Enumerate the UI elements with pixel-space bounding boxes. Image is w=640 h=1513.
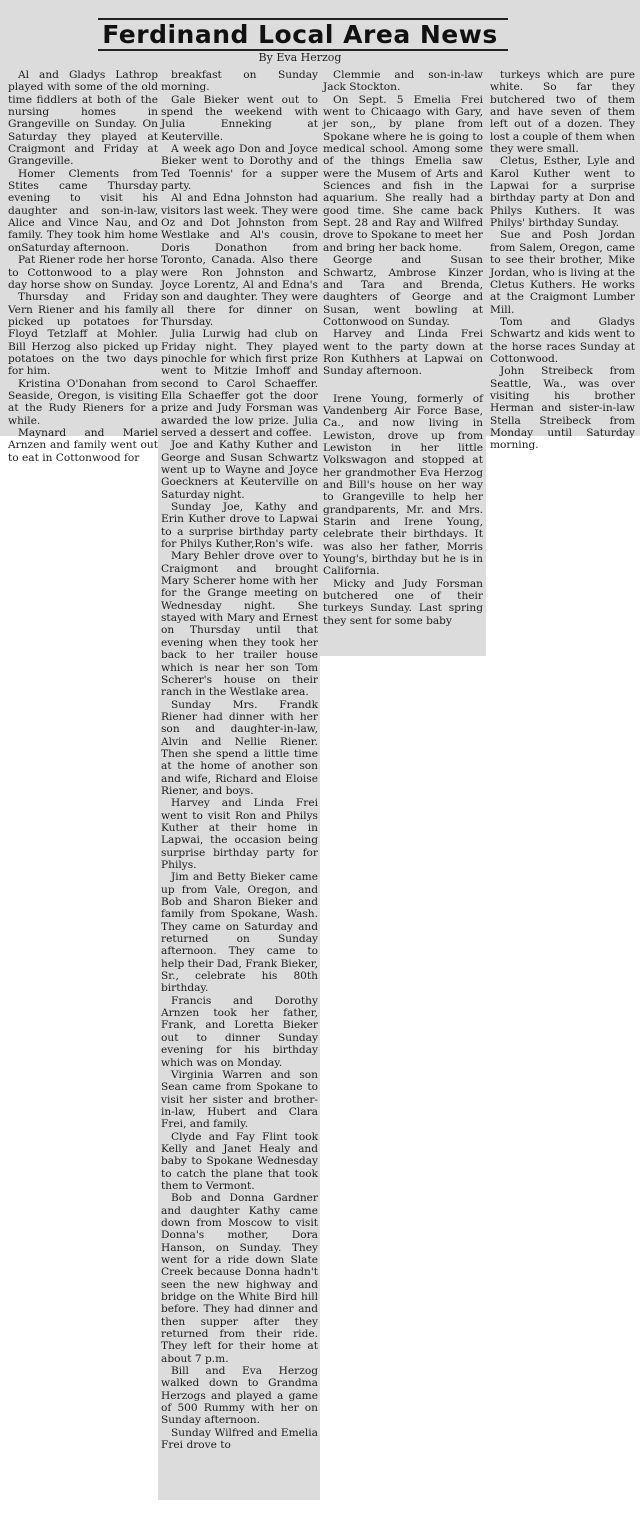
paragraph-gap [323, 378, 483, 393]
article-title: Ferdinand Local Area News [102, 20, 498, 49]
paragraph: John Streibeck from Seattle, Wa., was over visiting his brother Herman and sister-in-law Stella Streibeck from Monday until Saturday morning. [490, 365, 635, 452]
paragraph: Al and Gladys Lathrop played with some of the old time fiddlers at both of the nursing homes in Grangeville on Sunday. On Saturday they played at Craigmont and Friday at Grangeville. [8, 69, 158, 168]
paragraph: Francis and Dorothy Arnzen took her father, Frank, and Loretta Bieker out to dinner Sunday evening for his birthday which was on Monday. [161, 994, 318, 1069]
article-column-4 [490, 69, 635, 452]
paragraph: Julia Lurwig had club on Friday night. They played pinochle for which first prize went to Mitzie Imhoff and second to Carol Schaeffer. Ella Schaeffer got the door prize and Judy Forsman was awarded the low prize. Julia served a dessert and coffee. [161, 328, 318, 439]
paragraph: Gale Bieker went out to spend the weekend with Julia Enneking at Keuterville. [161, 93, 318, 143]
paragraph: breakfast on Sunday morning. [161, 69, 318, 94]
paragraph: George and Susan Schwartz, Ambrose Kinzer and Tara and Brenda, daughters of George and Susan, went bowling at Cottonwood on Sunday. [323, 254, 483, 328]
article-column-1 [8, 69, 158, 464]
paragraph: Irene Young, formerly of Vandenberg Air Force Base, Ca., and now living in Lewiston, drove up from Lewiston in her little Volkswagon and stopped at her grandmother Eva Herzog and Bill's house on her way to Grangeville to help her grandparents, Mr. and Mrs. Starin and Irene Young, celebrate their birthdays. It was also her father, Morris Young's, birthday but he is in California. [323, 392, 483, 578]
article-byline: By Eva Herzog [258, 51, 342, 64]
paragraph: Thursday and Friday Vern Riener and his family picked up potatoes for Floyd Tetzlaff at Mohler. Bill Herzog also picked up potatoes on the two days for him. [8, 291, 158, 378]
paragraph: Harvey and Linda Frei went to the party down at Ron Kuthhers at Lapwai on Sunday afternoon. [323, 328, 483, 378]
paragraph: Joe and Kathy Kuther and George and Susan Schwartz went up to Wayne and Joyce Goeckners at Keuterville on Saturday night. [161, 439, 318, 501]
paragraph: Bill and Eva Herzog walked down to Grandma Herzogs and played a game of 500 Rummy with her on Sunday afternoon. [161, 1365, 318, 1427]
paragraph: Harvey and Linda Frei went to visit Ron and Philys Kuther at their home in Lapwai, the occasion being surprise birthday party for Philys. [161, 797, 318, 871]
paragraph: Maynard and Mariel Arnzen and family went out to eat in Cottonwood for [8, 426, 158, 464]
paragraph: Sunday Mrs. Frandk Riener had dinner with her son and daughter-in-law, Alvin and Nellie Riener. Then she spend a little time at the home of another son and wife, Richard and Eloise Riener, and boys. [161, 698, 318, 797]
paragraph: Al and Edna Johnston had visitors last week. They were Oz and Dot Johnston from Westlake and Al's cousin, Doris Donathon from Toronto, Canada. Also there were Ron Johnston and Joyce Lorentz, Al and Edna's son and daughter. They were all there for dinner on Thursday. [161, 192, 318, 328]
paragraph: Mary Behler drove over to Craigmont and brought Mary Scherer home with her for the Grange meeting on Wednesday night. She stayed with Mary and Ernest on Thursday until that evening when they took her back to her trailer house which is near her son Tom Scherer's house on their ranch in the Westlake area. [161, 550, 318, 699]
paragraph: Sunday Joe, Kathy and Erin Kuther drove to Lapwai to a surprise birthday party for Philys Kuther,Ron's wife. [161, 501, 318, 551]
paragraph: Sunday Wilfred and Emelia Frei drove to [161, 1426, 318, 1452]
paragraph: Jim and Betty Bieker came up from Vale, Oregon, and Bob and Sharon Bieker and family from Spokane, Wash. They came on Saturday and returned on Sunday afternoon. They came to help their Dad, Frank Bieker, Sr., celebrate his 80th birthday. [161, 871, 318, 995]
paragraph: Virginia Warren and son Sean came from Spokane to visit her sister and brother-in-law, Hubert and Clara Frei, and family. [161, 1068, 318, 1131]
paragraph: Tom and Gladys Schwartz and kids went to the horse races Sunday at Cottonwood. [490, 315, 635, 365]
paragraph: Homer Clements from Stites came Thursday evening to visit his daughter and son-in-law, Alice and Vince Nau, and family. They took him home onSaturday afternoon. [8, 167, 158, 254]
article-column-2 [161, 69, 318, 1452]
paragraph: Kristina O'Donahan from Seaside, Oregon, is visiting at the Rudy Rieners for a while. [8, 377, 158, 427]
paragraph: Bob and Donna Gardner and daughter Kathy came down from Moscow to visit Donna's mother, Dora Hanson, on Sunday. They went for a ride down Slate Creek because Donna hadn't seen the new highway and bridge on the White Bird hill before. They had dinner and then supper after they returned from their ride. They left for their home at about 7 p.m. [161, 1192, 318, 1365]
paragraph: Micky and Judy Forsman butchered one of their turkeys Sunday. Last spring they sent for some baby [323, 577, 483, 627]
paragraph: Sue and Posh Jordan from Salem, Oregon, came to see their brother, Mike Jordan, who is living at the Cletus Kuthers. He works at the Craigmont Lumber Mill. [490, 229, 635, 316]
article-column-3 [323, 69, 483, 627]
masthead [0, 0, 640, 68]
paragraph: On Sept. 5 Emelia Frei went to Chicaago with Gary, jer son,, by plane from Spokane where he is going to medical school. Among some of the things Emelia saw were the Musem of Arts and Sciences and fish in the aquarium. She really had a good time. She came back Sept. 28 and Ray and Wilfred drove to Spokane to meet her and bring her back home. [323, 93, 483, 254]
paragraph: turkeys which are pure white. So far they butchered two of them and have seven of them left out of a dozen. They lost a couple of them when they were small. [490, 69, 635, 156]
paragraph: Clemmie and son-in-law Jack Stockton. [323, 69, 483, 94]
paragraph: A week ago Don and Joyce Bieker went to Dorothy and Ted Toennis' for a supper party. [161, 143, 318, 193]
paragraph: Clyde and Fay Flint took Kelly and Janet Healy and baby to Spokane Wednesday to catch the plane that took them to Vermont. [161, 1130, 318, 1192]
paragraph: Pat Riener rode her horse to Cottonwood to a play day horse show on Sunday. [8, 254, 158, 291]
paragraph: Cletus, Esther, Lyle and Karol Kuther went to Lapwai for a surprise birthday party at Don and Philys Kuthers. It was Philys' birthday Sunday. [490, 155, 635, 230]
